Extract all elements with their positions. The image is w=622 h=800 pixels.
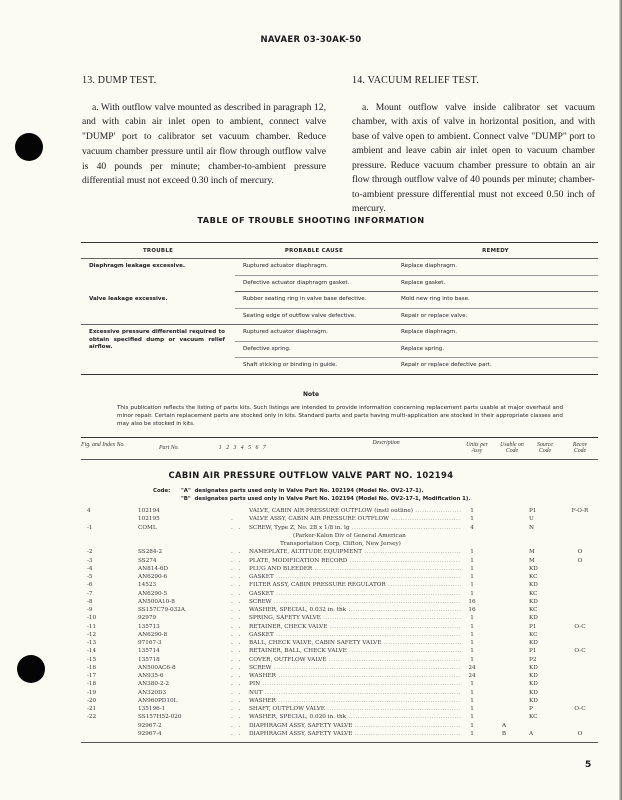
indent-level: . . bbox=[231, 714, 243, 721]
description: WASHER, SPECIAL, 0.032 in. thk ..... bbox=[249, 606, 461, 614]
fig-index: -3 bbox=[87, 557, 93, 564]
fig-index: -16 bbox=[87, 664, 97, 671]
indent-level: . . bbox=[231, 640, 243, 646]
description: RETAINER, CHECK VALVE ..... bbox=[249, 623, 461, 631]
table-row bbox=[81, 325, 598, 342]
remedy-cell: Replace diaphragm. bbox=[393, 259, 598, 276]
source-code: P1 bbox=[529, 508, 537, 514]
column-header-remedy: REMEDY bbox=[393, 243, 598, 259]
units-per-assy: 1 bbox=[470, 590, 474, 597]
fig-index: -20 bbox=[87, 697, 97, 704]
source-code: N bbox=[529, 524, 534, 531]
remedy-cell: Repair or replace valve. bbox=[393, 308, 598, 325]
fig-index: -22 bbox=[87, 714, 97, 721]
indent-level: . . bbox=[231, 549, 243, 556]
recov-code: O-C bbox=[574, 706, 586, 712]
table-row bbox=[81, 515, 598, 523]
part-number: AN500A10-8 bbox=[138, 598, 175, 605]
units-per-assy: 1 bbox=[470, 623, 474, 630]
indent-level: . bbox=[231, 516, 235, 523]
fig-index: -5 bbox=[87, 574, 93, 580]
note-text: This publication reflects the listing of parts kits. Such listings are intended to provide information concerning replacement parts usable at major overhaul and minor repair. Certain replacement parts are stocked only in kits. Standard parts and parts having multi-application are stocked in their appropriate classes and may also be stocked in kits. bbox=[117, 405, 563, 428]
indent-level: . . bbox=[231, 598, 243, 605]
table-row bbox=[81, 697, 598, 705]
header-part-no: Part No. bbox=[159, 445, 179, 451]
cause-cell: Ruptured actuator diaphragm. bbox=[235, 259, 393, 276]
parts-list-header bbox=[81, 437, 598, 460]
code-text: designates parts used only in Valve Part No. 102194 (Model No. OV2-17-1). bbox=[194, 488, 424, 494]
cause-cell: Defective spring. bbox=[235, 341, 393, 358]
punch-hole bbox=[17, 655, 45, 683]
description: PLUG AND BLEEDER ..... bbox=[249, 565, 461, 573]
description: WASHER ..... bbox=[249, 672, 461, 680]
code-key: "B" bbox=[181, 496, 191, 502]
indent-level: . . bbox=[231, 615, 243, 622]
description: PIN ..... bbox=[249, 680, 461, 688]
units-per-assy: 1 bbox=[470, 656, 474, 663]
description: DIAPHRAGM ASSY, SAFETY VALVE ..... bbox=[249, 722, 461, 730]
indent-level: . . bbox=[231, 673, 243, 679]
code-key: "A" bbox=[181, 488, 191, 494]
description: WASHER ..... bbox=[249, 697, 461, 705]
description: SPRING, SAFETY VALVE ..... bbox=[249, 614, 461, 622]
code-line bbox=[153, 495, 470, 503]
part-number: SS284-2 bbox=[138, 549, 163, 556]
units-per-assy: 1 bbox=[470, 730, 474, 737]
part-number: SS274 bbox=[138, 557, 157, 564]
fig-index: -21 bbox=[87, 706, 97, 712]
indent-level: . . bbox=[231, 524, 243, 531]
indent-level: . . bbox=[231, 582, 243, 589]
source-code: KD bbox=[529, 615, 538, 622]
units-per-assy: 1 bbox=[470, 631, 474, 638]
source-code: KC bbox=[529, 631, 538, 638]
indent-level: . . bbox=[231, 565, 243, 572]
source-code: KD bbox=[529, 664, 538, 671]
description: SCREW, Type Z, No. 2B x 1/8 in. lg ..... bbox=[249, 524, 461, 532]
recov-code: O-C bbox=[574, 623, 586, 630]
header-units: Units per Assy bbox=[466, 442, 488, 455]
description: GASKET ..... bbox=[249, 631, 461, 639]
fig-index: -4 bbox=[87, 565, 93, 572]
part-number: AN500AC6-8 bbox=[138, 664, 176, 671]
recov-code: O bbox=[577, 557, 583, 564]
part-number: 92979 bbox=[138, 615, 157, 622]
table-row bbox=[81, 573, 598, 581]
table-row bbox=[81, 614, 598, 622]
indent-level: . . bbox=[231, 631, 243, 638]
column-header-cause: PROBABLE CAUSE bbox=[235, 243, 393, 259]
table-row bbox=[81, 713, 598, 721]
header-source: Source Code bbox=[537, 442, 553, 455]
table-row bbox=[81, 548, 598, 556]
section-vacuum-relief-test bbox=[352, 74, 595, 217]
source-code: U bbox=[529, 516, 534, 523]
table-row bbox=[81, 259, 598, 276]
remedy-cell: Replace spring. bbox=[393, 341, 598, 358]
trouble-cell: Valve leakage excessive. bbox=[81, 292, 235, 325]
units-per-assy: 1 bbox=[470, 557, 474, 564]
units-per-assy: 1 bbox=[470, 582, 474, 589]
recov-code: O-C bbox=[574, 648, 586, 655]
part-number: 135718 bbox=[138, 656, 160, 663]
part-number: AN320D3 bbox=[138, 689, 167, 696]
part-number: AN814-6D bbox=[138, 565, 169, 572]
trouble-cell: Diaphragm leakage excessive. bbox=[89, 263, 186, 269]
part-number: COML bbox=[138, 524, 157, 531]
table-row bbox=[81, 722, 598, 730]
source-code: KD bbox=[529, 640, 538, 646]
units-per-assy: 24 bbox=[468, 673, 476, 679]
fig-index: -19 bbox=[87, 689, 97, 696]
units-per-assy: 1 bbox=[470, 722, 474, 729]
units-per-assy: 1 bbox=[470, 565, 474, 572]
code-legend bbox=[153, 487, 470, 503]
table-row bbox=[81, 606, 598, 614]
troubleshooting-title: TABLE OF TROUBLE SHOOTING INFORMATION bbox=[197, 215, 425, 225]
description: BALL, CHECK VALVE, CABIN SAFETY VALVE ..... bbox=[249, 639, 461, 647]
indent-level: . . bbox=[231, 697, 243, 704]
part-number: 135713 bbox=[138, 623, 160, 630]
source-code: KC bbox=[529, 590, 538, 597]
table-row bbox=[81, 524, 598, 532]
table-row bbox=[81, 631, 598, 639]
table-row bbox=[81, 540, 598, 548]
cause-cell: Rubber seating ring in valve base defective. bbox=[235, 292, 393, 309]
troubleshooting-table bbox=[81, 242, 598, 375]
units-per-assy: 1 bbox=[470, 714, 474, 721]
usable-on-code: A bbox=[501, 722, 507, 729]
cause-cell: Ruptured actuator diaphragm. bbox=[235, 325, 393, 342]
remedy-cell: Mold new ring into base. bbox=[393, 292, 598, 309]
units-per-assy: 1 bbox=[470, 508, 474, 514]
indent-level: . . bbox=[231, 681, 243, 688]
header-recov: Recov Code bbox=[572, 442, 588, 455]
description: VALVE, CABIN AIR PRESSURE OUTFLOW (instl outline) ..... bbox=[249, 507, 461, 515]
units-per-assy: 4 bbox=[470, 524, 474, 531]
description: COVER, OUTFLOW VALVE ..... bbox=[249, 656, 461, 664]
part-number: AN935-6 bbox=[138, 673, 164, 679]
part-number: SS157C79-032A bbox=[138, 607, 186, 613]
table-header-row bbox=[81, 243, 598, 259]
source-code: KC bbox=[529, 714, 538, 721]
code-line bbox=[153, 487, 470, 495]
part-number: 135714 bbox=[138, 648, 160, 655]
units-per-assy: 1 bbox=[470, 549, 474, 556]
table-row bbox=[81, 705, 598, 713]
trouble-cell: Excessive pressure differential required to obtain specified dump or vacuum relief airflow. bbox=[89, 329, 225, 350]
indent-level: . . bbox=[231, 607, 243, 613]
fig-index: -9 bbox=[87, 607, 93, 613]
header-usable: Usable on Code bbox=[500, 442, 524, 455]
indent-level: . . bbox=[231, 590, 243, 597]
part-number: 14523 bbox=[138, 582, 157, 589]
description: Transportation Corp, Clifton, New Jersey) bbox=[280, 541, 401, 547]
table-row bbox=[81, 507, 598, 515]
description: NAMEPLATE, ALTITUDE EQUIPMENT ..... bbox=[249, 548, 461, 556]
header-levels: 1 2 3 4 5 6 7 bbox=[218, 445, 268, 451]
part-number: 92967-4 bbox=[138, 730, 162, 737]
description: (Parker-Kalon Div of General American bbox=[293, 532, 406, 539]
header-description: Description bbox=[372, 440, 400, 446]
fig-index: -10 bbox=[87, 615, 97, 622]
source-code: M bbox=[529, 557, 535, 564]
description: GASKET ..... bbox=[249, 590, 461, 598]
source-code: KD bbox=[529, 565, 538, 572]
fig-index: -6 bbox=[87, 582, 93, 589]
section-paragraph: a. With outflow valve mounted as described in paragraph 12, and with cabin air inlet open to ambient, connect valve "DUMP' port to calibrator set vacuum chamber. Reduce vacuum chamber pressure until air flow through outflow valve is 40 pounds per minute; chamber-to-ambient pressure differential must not exceed 0.30 inch of mercury. bbox=[82, 101, 326, 187]
indent-level: . . bbox=[231, 648, 243, 655]
description: GASKET ..... bbox=[249, 573, 461, 581]
description: WASHER, SPECIAL, 0.020 in. thk ..... bbox=[249, 713, 461, 721]
usable-on-code: B bbox=[501, 730, 507, 737]
table-row bbox=[81, 557, 598, 565]
units-per-assy: 1 bbox=[470, 697, 474, 704]
source-code: KC bbox=[529, 574, 538, 580]
table-row bbox=[81, 598, 598, 606]
indent-level: . . bbox=[231, 722, 243, 729]
part-number: 102195 bbox=[138, 516, 160, 523]
note-title: Note bbox=[302, 391, 320, 398]
part-number: AN380-2-2 bbox=[138, 681, 170, 688]
section-dump-test bbox=[82, 74, 326, 189]
table-row bbox=[81, 664, 598, 672]
indent-level: . . bbox=[231, 656, 243, 663]
table-row bbox=[81, 689, 598, 697]
table-row bbox=[81, 292, 598, 309]
column-header-trouble: TROUBLE bbox=[81, 243, 235, 259]
fig-index: -8 bbox=[87, 598, 93, 605]
fig-index: -2 bbox=[87, 549, 93, 556]
punch-hole bbox=[15, 133, 43, 161]
table-row bbox=[81, 639, 598, 647]
part-number: AN6290-8 bbox=[138, 631, 168, 638]
part-number: AN960PD10L bbox=[138, 697, 178, 704]
units-per-assy: 1 bbox=[470, 516, 474, 523]
description: FILTER ASSY, CABIN PRESSURE REGULATOR ..... bbox=[249, 581, 461, 589]
section-heading: 14. VACUUM RELIEF TEST. bbox=[352, 75, 479, 86]
fig-index: -7 bbox=[87, 590, 93, 597]
description: RETAINER, BALL, CHECK VALVE ..... bbox=[249, 647, 461, 655]
code-label: Code: bbox=[153, 488, 171, 494]
description: PLATE, MODIFICATION RECORD ..... bbox=[249, 557, 461, 565]
units-per-assy: 1 bbox=[470, 689, 474, 696]
source-code: KD bbox=[529, 673, 538, 679]
fig-index: -17 bbox=[87, 673, 97, 679]
cause-cell: Shaft sticking or binding in guide. bbox=[243, 362, 338, 368]
indent-level: . . bbox=[231, 623, 243, 630]
section-paragraph: a. Mount outflow valve inside calibrator set vacuum chamber, with axis of valve in horizontal position, and with base of valve open to ambient. Connect valve "DUMP" port to ambient and leave cabin air inlet open to vacuum chamber pressure. Reduce vacuum chamber pressure to obtain an air flow through outflow valve of 40 pounds per minute; chamber-to-ambient pressure differential must not exceed 0.50 inch of mercury. bbox=[352, 101, 595, 215]
units-per-assy: 16 bbox=[468, 607, 476, 613]
source-code: P1 bbox=[529, 623, 537, 630]
description: SHAFT, OUTFLOW VALVE ..... bbox=[249, 705, 461, 713]
part-number: AN6290-6 bbox=[138, 574, 168, 580]
fig-index: -11 bbox=[87, 623, 97, 630]
fig-index: -15 bbox=[87, 656, 97, 663]
cause-cell: Seating edge of outflow valve defective. bbox=[235, 308, 393, 325]
parts-list-bottom-rule bbox=[81, 742, 598, 743]
fig-index: -12 bbox=[87, 631, 97, 638]
part-number: SS157H52-020 bbox=[138, 714, 182, 721]
table-row bbox=[81, 656, 598, 664]
part-number: AN6290-5 bbox=[138, 590, 168, 597]
part-number: 102194 bbox=[138, 508, 160, 514]
indent-level: . . bbox=[231, 706, 243, 712]
table-row bbox=[81, 532, 598, 540]
table-row bbox=[81, 672, 598, 680]
units-per-assy: 1 bbox=[470, 574, 474, 580]
units-per-assy: 1 bbox=[470, 706, 474, 712]
units-per-assy: 1 bbox=[470, 640, 474, 646]
source-code: KD bbox=[529, 582, 538, 589]
indent-level: . . bbox=[231, 730, 243, 737]
table-row bbox=[81, 623, 598, 631]
description: VALVE ASSY, CABIN AIR PRESSURE OUTFLOW ..... bbox=[249, 515, 461, 523]
fig-index: 4 bbox=[87, 508, 91, 514]
source-code: A bbox=[529, 730, 534, 737]
recov-code: F-O-R bbox=[571, 508, 589, 514]
source-code: KD bbox=[529, 598, 538, 605]
part-number: 97167-3 bbox=[138, 640, 162, 646]
source-code: P1 bbox=[529, 648, 537, 655]
remedy-cell: Repair or replace defective part. bbox=[401, 362, 492, 368]
fig-index: -1 bbox=[87, 524, 93, 531]
description: DIAPHRAGM ASSY, SAFETY VALVE ..... bbox=[249, 730, 461, 738]
description: SCREW ..... bbox=[249, 664, 461, 672]
units-per-assy: 16 bbox=[468, 598, 476, 605]
recov-code: O bbox=[577, 549, 583, 556]
part-number: 92967-2 bbox=[138, 722, 162, 729]
parts-list-title: CABIN AIR PRESSURE OUTFLOW VALVE PART NO. 102194 bbox=[168, 470, 454, 480]
table-row bbox=[81, 730, 598, 738]
section-heading: 13. DUMP TEST. bbox=[82, 75, 157, 86]
code-text: designates parts used only in Valve Part No. 102194 (Model No. OV2-17-1, Modification 1). bbox=[194, 496, 471, 502]
units-per-assy: 1 bbox=[470, 648, 474, 655]
page-number: 5 bbox=[585, 760, 592, 770]
indent-level: . . bbox=[231, 557, 243, 564]
recov-code: O bbox=[577, 730, 583, 737]
source-code: KD bbox=[529, 697, 538, 704]
source-code: M bbox=[529, 549, 535, 556]
remedy-cell: Replace gasket. bbox=[393, 275, 598, 292]
indent-level: . . bbox=[231, 689, 243, 696]
source-code: KD bbox=[529, 681, 538, 688]
remedy-cell: Replace diaphragm. bbox=[393, 325, 598, 342]
description: NUT ..... bbox=[249, 689, 461, 697]
table-row bbox=[81, 680, 598, 688]
units-per-assy: 1 bbox=[470, 615, 474, 622]
fig-index: -18 bbox=[87, 681, 97, 688]
description: SCREW ..... bbox=[249, 598, 461, 606]
source-code: KD bbox=[529, 689, 538, 696]
cause-cell: Defective actuator diaphragm gasket. bbox=[235, 275, 393, 292]
fig-index: -14 bbox=[87, 648, 97, 655]
part-number: 135196-1 bbox=[138, 706, 166, 712]
header-fig-index: Fig. and Index No. bbox=[81, 442, 125, 448]
table-row bbox=[81, 565, 598, 573]
document-id: NAVAER 03-30AK-50 bbox=[260, 35, 362, 45]
table-row bbox=[81, 647, 598, 655]
parts-list bbox=[81, 507, 598, 738]
source-code: P2 bbox=[529, 656, 537, 663]
indent-level: . . bbox=[231, 664, 243, 671]
indent-level: . . bbox=[231, 574, 243, 580]
source-code: KC bbox=[529, 607, 538, 613]
source-code: P bbox=[529, 706, 533, 712]
units-per-assy: 1 bbox=[470, 681, 474, 688]
fig-index: -13 bbox=[87, 640, 97, 646]
table-row bbox=[81, 581, 598, 589]
units-per-assy: 24 bbox=[468, 664, 476, 671]
table-row bbox=[81, 590, 598, 598]
